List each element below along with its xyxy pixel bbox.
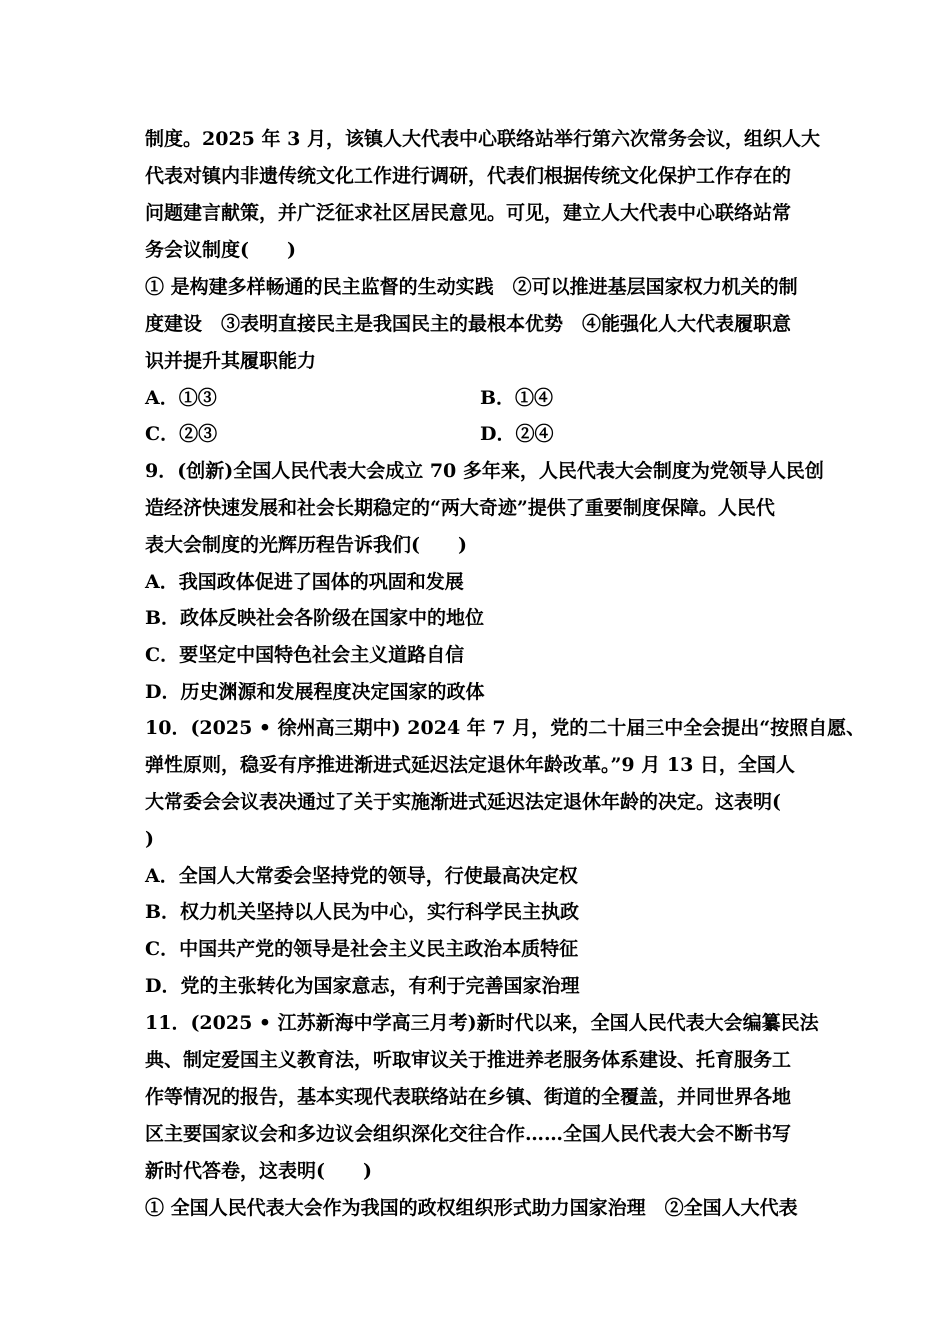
q9-option-c: C．要坚定中国特色社会主义道路自信 <box>145 644 465 666</box>
question-11-line: 11．(2025 • 江苏新海中学高三月考)新时代以来，全国人民代表大会编纂民法 <box>145 1012 819 1034</box>
question-11-line: 典、制定爱国主义教育法，听取审议关于推进养老服务体系建设、托育服务工 <box>145 1049 792 1071</box>
q10-option-b: B．权力机关坚持以人民为中心，实行科学民主执政 <box>145 901 580 923</box>
question-9-line: 造经济快速发展和社会长期稳定的“两大奇迹”提供了重要制度保障。人民代 <box>145 497 775 519</box>
question-9-line: 表大会制度的光辉历程告诉我们( ) <box>145 534 467 556</box>
question-11-line: 区主要国家议会和多边议会组织深化交往合作……全国人民代表大会不断书写 <box>145 1123 792 1145</box>
option-b: B．①④ <box>480 387 554 409</box>
question-10-line: 大常委会会议表决通过了关于实施渐进式延迟法定退休年龄的决定。这表明( <box>145 791 781 813</box>
q10-option-c: C．中国共产党的领导是社会主义民主政治本质特征 <box>145 938 579 960</box>
paragraph-line: 问题建言献策，并广泛征求社区居民意见。可见，建立人大代表中心联络站常 <box>145 202 792 224</box>
q10-option-d: D．党的主张转化为国家意志，有利于完善国家治理 <box>145 975 580 997</box>
q9-option-b: B．政体反映社会各阶级在国家中的地位 <box>145 607 485 629</box>
statement-line: ① 是构建多样畅通的民主监督的生动实践 ②可以推进基层国家权力机关的制 <box>145 276 798 298</box>
q9-option-a: A．我国政体促进了国体的巩固和发展 <box>145 571 464 593</box>
question-9-line: 9．(创新)全国人民代表大会成立 70 多年来，人民代表大会制度为党领导人民创 <box>145 460 824 482</box>
question-10-line: 弹性原则，稳妥有序推进渐进式延迟法定退休年龄改革。”9 月 13 日，全国人 <box>145 754 795 776</box>
question-10-line: ) <box>145 828 154 850</box>
paragraph-line: 务会议制度( ) <box>145 239 296 261</box>
statement-line: 度建设 ③表明直接民主是我国民主的最根本优势 ④能强化人大代表履职意 <box>145 313 792 335</box>
option-d: D．②④ <box>480 423 554 445</box>
q10-option-a: A．全国人大常委会坚持党的领导，行使最高决定权 <box>145 865 578 887</box>
option-c: C．②③ <box>145 423 218 445</box>
question-10-line: 10．(2025 • 徐州高三期中) 2024 年 7 月，党的二十届三中全会提出“按照自愿、 <box>145 717 866 739</box>
option-a: A．①③ <box>145 387 217 409</box>
question-11-line: 新时代答卷，这表明( ) <box>145 1160 372 1182</box>
question-11-line: 作等情况的报告，基本实现代表联络站在乡镇、街道的全覆盖，并同世界各地 <box>145 1086 792 1108</box>
question-11-statement: ① 全国人民代表大会作为我国的政权组织形式助力国家治理 ②全国人大代表 <box>145 1197 798 1219</box>
q9-option-d: D．历史渊源和发展程度决定国家的政体 <box>145 681 485 703</box>
paragraph-line: 代表对镇内非遗传统文化工作进行调研，代表们根据传统文化保护工作存在的 <box>145 165 792 187</box>
paragraph-line: 制度。2025 年 3 月，该镇人大代表中心联络站举行第六次常务会议，组织人大 <box>145 128 820 150</box>
statement-line: 识并提升其履职能力 <box>145 350 317 372</box>
